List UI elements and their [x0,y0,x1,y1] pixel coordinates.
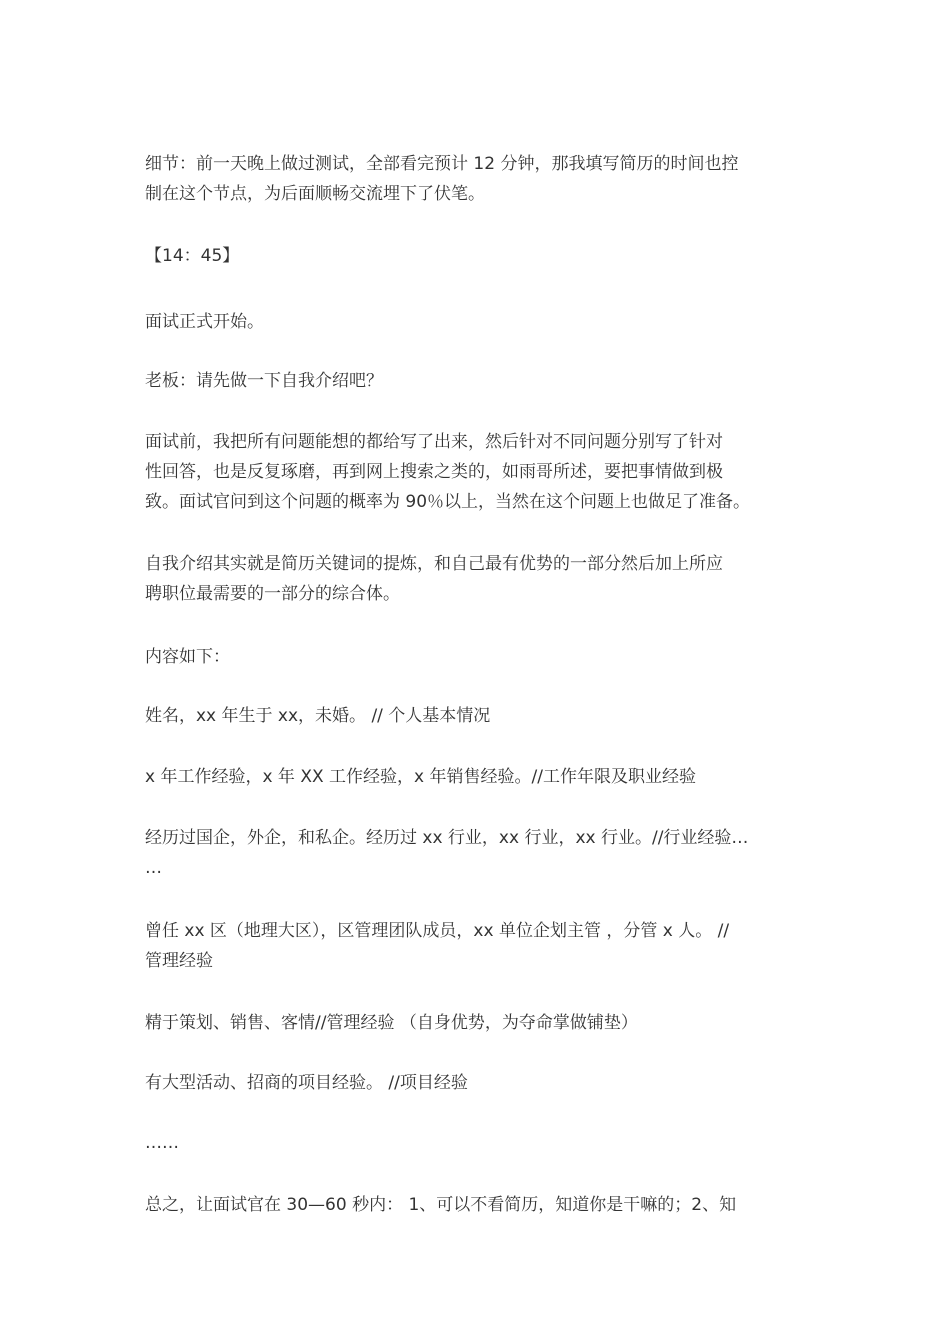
text-line: 内容如下： [145,647,230,667]
text-line: 【14：45】 [145,246,240,266]
text-line: 细节：前一天晚上做过测试，全部看完预计 12 分钟，那我填写简历的时间也控 [145,154,739,174]
paragraph-management-experience [145,916,825,976]
text-line: 精于策划、销售、客情//管理经验 （自身优势，为夺命掌做铺垫） [145,1013,638,1033]
paragraph-ellipsis [145,1128,825,1158]
text-line: 聘职位最需要的一部分的综合体。 [145,584,400,604]
text-line: 曾任 xx 区（地理大区），区管理团队成员，xx 单位企划主管 ，分管 x 人。 // [145,921,730,941]
text-line: 有大型活动、招商的项目经验。 //项目经验 [145,1073,468,1093]
paragraph-timestamp [145,241,825,271]
paragraph-industry-experience [145,823,825,883]
paragraph-preparation [145,427,825,517]
text-line: x 年工作经验，x 年 XX 工作经验，x 年销售经验。//工作年限及职业经验 [145,767,696,787]
text-line: 性回答，也是反复琢磨，再到网上搜索之类的，如雨哥所述，要把事情做到极 [145,462,723,482]
paragraph-detail-note [145,149,825,209]
text-line: 面试正式开始。 [145,312,264,332]
text-line: 制在这个节点，为后面顺畅交流埋下了伏笔。 [145,184,485,204]
paragraph-project-experience [145,1068,825,1098]
paragraph-summary [145,1190,825,1220]
text-line: 姓名，xx 年生于 xx，未婚。 // 个人基本情况 [145,706,491,726]
text-line: 自我介绍其实就是简历关键词的提炼，和自己最有优势的一部分然后加上所应 [145,554,723,574]
paragraph-strengths [145,1008,825,1038]
text-line: 管理经验 [145,951,213,971]
paragraph-interview-start [145,307,825,337]
paragraph-self-intro-definition [145,549,825,609]
text-line: …… [145,1133,179,1153]
paragraph-basic-info [145,701,825,731]
text-line: 经历过国企，外企，和私企。经历过 xx 行业，xx 行业，xx 行业。//行业经验… [145,828,749,848]
text-line: 致。面试官问到这个问题的概率为 90％以上，当然在这个问题上也做足了准备。 [145,492,751,512]
paragraph-content-header [145,642,825,672]
text-line: 老板：请先做一下自我介绍吧？ [145,371,383,391]
text-line: … [145,858,162,878]
text-line: 面试前，我把所有问题能想的都给写了出来，然后针对不同问题分别写了针对 [145,432,723,452]
paragraph-boss-question [145,366,825,396]
text-line: 总之，让面试官在 30—60 秒内： 1、可以不看简历，知道你是干嘛的；2、知 [145,1195,737,1215]
paragraph-work-experience [145,762,825,792]
